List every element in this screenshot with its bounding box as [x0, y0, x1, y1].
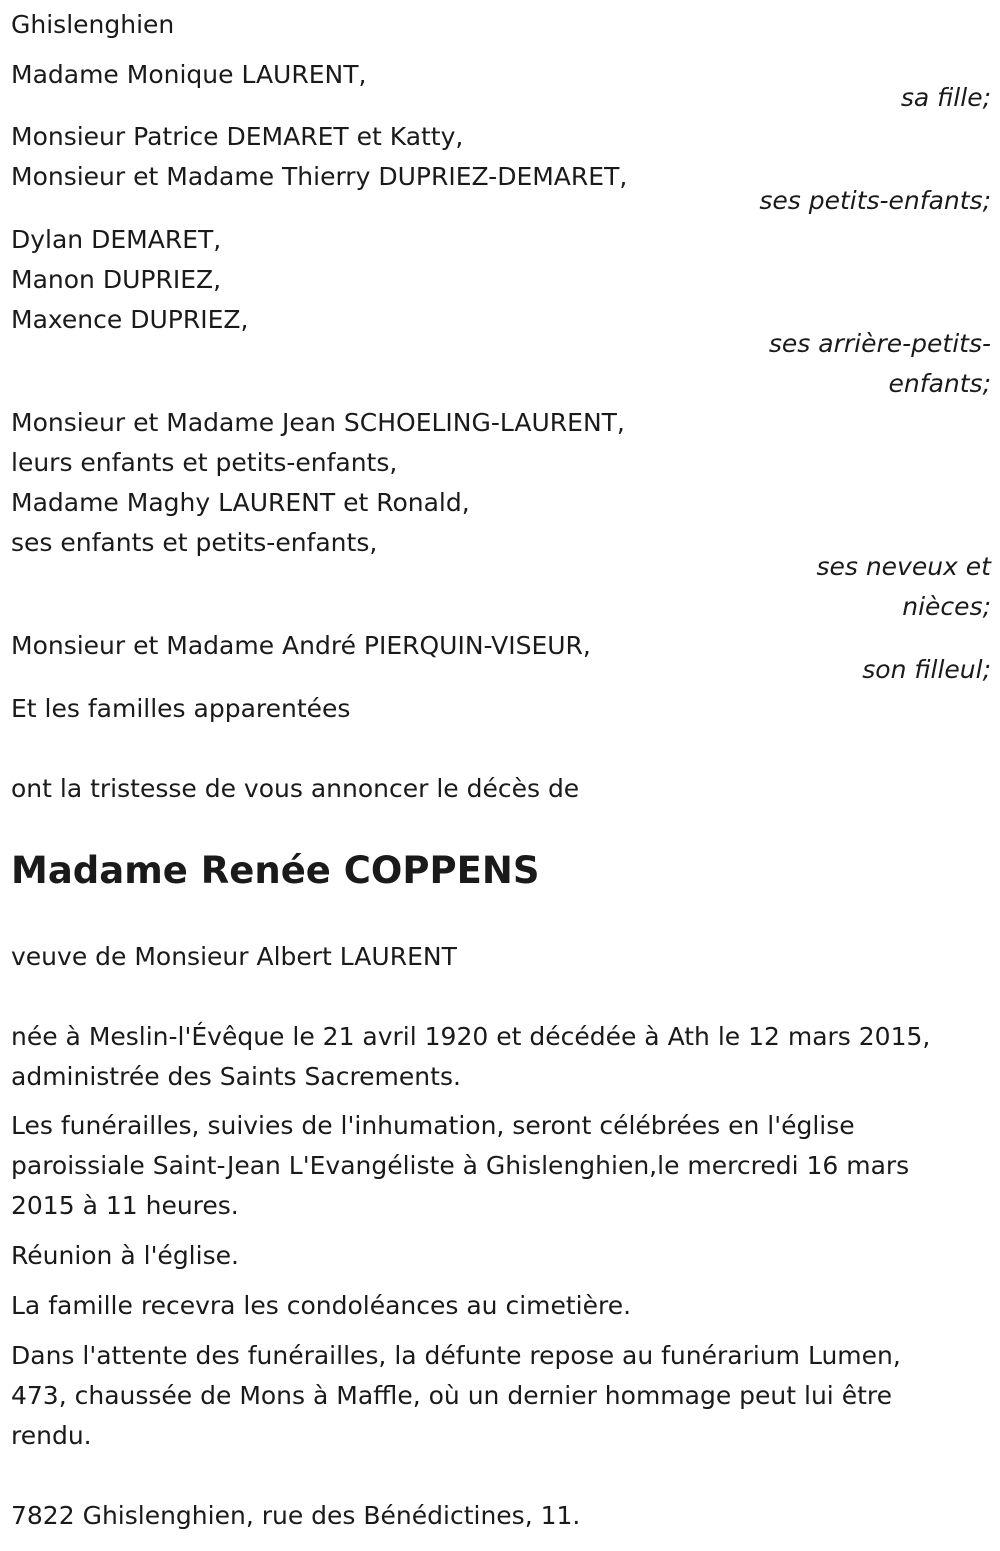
- family-member: ses enfants et petits-enfants,: [11, 528, 378, 557]
- announcement: ont la tristesse de vous annoncer le décès de: [11, 774, 580, 803]
- rest-line: 473, chaussée de Mons à Maffle, où un dernier hommage peut lui être: [11, 1381, 892, 1410]
- relation-label: ses petits-enfants;: [759, 186, 991, 215]
- family-member: Monsieur et Madame Jean SCHOELING-LAURENT,: [11, 408, 625, 437]
- funeral-line: Les funérailles, suivies de l'inhumation, seront célébrées en l'église: [11, 1111, 855, 1140]
- family-member: Dylan DEMARET,: [11, 225, 222, 254]
- families-line: Et les familles apparentées: [11, 694, 351, 723]
- relation-label: sa fille;: [900, 83, 991, 112]
- family-member: Madame Monique LAURENT,: [11, 60, 367, 89]
- family-member: Madame Maghy LAURENT et Ronald,: [11, 488, 470, 517]
- family-member: Monsieur et Madame Thierry DUPRIEZ-DEMARET,: [11, 162, 628, 191]
- relation-label: enfants;: [888, 369, 991, 398]
- place-heading: Ghislenghien: [11, 10, 175, 39]
- funeral-line: 2015 à 11 heures.: [11, 1191, 239, 1220]
- funeral-line: paroissiale Saint-Jean L'Evangéliste à Ghislenghien,le mercredi 16 mars: [11, 1151, 910, 1180]
- family-member: leurs enfants et petits-enfants,: [11, 448, 398, 477]
- birth-death-line: administrée des Saints Sacrements.: [11, 1062, 461, 1091]
- birth-death-line: née à Meslin-l'Évêque le 21 avril 1920 et décédée à Ath le 12 mars 2015,: [11, 1022, 931, 1051]
- condolences-info: La famille recevra les condoléances au cimetière.: [11, 1291, 632, 1320]
- relation-label: nièces;: [902, 592, 991, 621]
- relation-label: ses neveux et: [816, 552, 991, 581]
- family-member: Manon DUPRIEZ,: [11, 265, 222, 294]
- meeting-info: Réunion à l'église.: [11, 1241, 239, 1270]
- deceased-name: Madame Renée COPPENS: [11, 849, 540, 892]
- rest-line: rendu.: [11, 1421, 92, 1450]
- relation-label: son filleul;: [862, 655, 991, 684]
- family-member: Monsieur Patrice DEMARET et Katty,: [11, 122, 464, 151]
- family-member: Monsieur et Madame André PIERQUIN-VISEUR,: [11, 631, 591, 660]
- rest-line: Dans l'attente des funérailles, la défunte repose au funérarium Lumen,: [11, 1341, 901, 1370]
- address: 7822 Ghislenghien, rue des Bénédictines, 11.: [11, 1501, 581, 1530]
- widow-of: veuve de Monsieur Albert LAURENT: [11, 942, 457, 971]
- relation-label: ses arrière-petits-: [768, 329, 991, 358]
- family-member: Maxence DUPRIEZ,: [11, 305, 249, 334]
